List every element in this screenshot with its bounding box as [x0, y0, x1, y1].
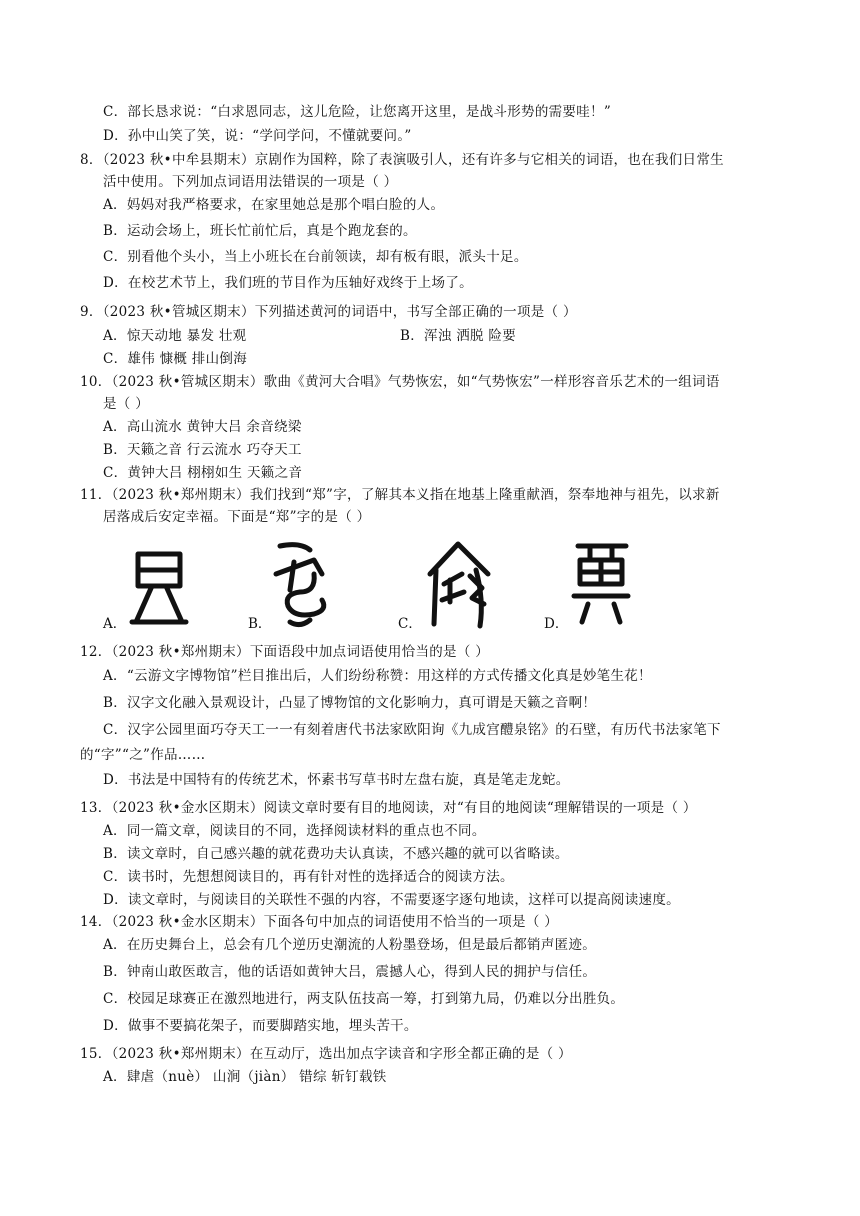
- text-line: B．天籁之音 行云流水 巧夺天工: [103, 442, 302, 458]
- text-line: C．读书时，先想想阅读目的，再有针对性的选择适合的阅读方法。: [103, 869, 514, 885]
- text-line: D．读文章时，与阅读目的关联性不强的内容，不需要逐字逐句地读，这样可以提高阅读速度。: [103, 892, 680, 908]
- text-line: A．妈妈对我严格要求，在家里她总是那个唱白脸的人。: [103, 197, 445, 213]
- option-a-label: A．: [103, 616, 127, 632]
- text-line: A．“云游文字博物馆”栏目推出后，人们纷纷称赞：用这样的方式传播文化真是妙笔生花！: [103, 668, 652, 684]
- text-line: 是（ ）: [103, 396, 149, 412]
- text-line: D．孙中山笑了笑，说：“学问学问，不懂就要问。”: [103, 128, 412, 144]
- text-line: C．校园足球赛正在激烈地进行，两支队伍技高一筹，打到第九局，仍难以分出胜负。: [103, 991, 625, 1007]
- text-line: C．部长恳求说：“白求恩同志，这儿危险，让您离开这里，是战斗形势的需要哇！”: [103, 104, 612, 120]
- option-b-label: B．: [248, 616, 272, 632]
- text-line: 8．（2023 秋•中牟县期末）京剧作为国粹，除了表演吸引人，还有许多与它相关的词语，也在我们日常生: [80, 152, 724, 168]
- text-line: 14．（2023 秋•金水区期末）下面各句中加点的词语使用不恰当的一项是（ ）: [80, 914, 559, 930]
- text-line: B．浑浊 洒脱 险要: [400, 328, 517, 344]
- text-line: D．做事不要搞花架子，而要脚踏实地，埋头苦干。: [103, 1018, 418, 1034]
- text-line: 的“字”“之”作品……: [80, 747, 206, 763]
- text-line: C．别看他个头小，当上小班长在台前领读，却有板有眼，派头十足。: [103, 249, 528, 265]
- option-d-label: D．: [544, 616, 569, 632]
- text-line: B．钟南山敢医敢言，他的话语如黄钟大吕，震撼人心，得到人民的拥护与信任。: [103, 964, 597, 980]
- text-line: 12．（2023 秋•郑州期末）下面语段中加点词语使用恰当的是（ ）: [80, 644, 490, 660]
- text-line: 13．（2023 秋•金水区期末）阅读文章时要有目的地阅读，对“有目的地阅读“理解错误的一项是（ ）: [80, 800, 697, 816]
- seal-glyph-a-image: [128, 548, 190, 628]
- text-line: A．同一篇文章，阅读目的不同，选择阅读材料的重点也不同。: [103, 823, 486, 839]
- text-line: 15．（2023 秋•郑州期末）在互动厅，选出加点字读音和字形全都正确的是（ ）: [80, 1046, 572, 1062]
- text-line: D．书法是中国特有的传统艺术，怀素书写草书时左盘右旋，真是笔走龙蛇。: [103, 772, 570, 788]
- text-line: D．在校艺术节上，我们班的节目作为压轴好戏终于上场了。: [103, 275, 473, 291]
- seal-glyph-c-image: [424, 540, 494, 630]
- text-line: C．雄伟 慷概 排山倒海: [103, 351, 248, 367]
- text-line: A．肆虐（nuè） 山涧（jiàn） 错综 斩钉载铁: [103, 1069, 387, 1085]
- text-line: 11．（2023 秋•郑州期末）我们找到“郑”字，了解其本义指在地基上隆重献酒，祭奉地神与祖先，以求新: [80, 487, 720, 503]
- text-line: B．读文章时，自己感兴趣的就花费功夫认真读，不感兴趣的就可以省略读。: [103, 846, 569, 862]
- text-line: B．汉字文化融入景观设计，凸显了博物馆的文化影响力，真可谓是天籁之音啊！: [103, 695, 597, 711]
- text-line: C．汉字公园里面巧夺天工一一有刻着唐代书法家欧阳询《九成宫醴泉铭》的石壁，有历代书法家笔下: [103, 722, 721, 738]
- text-line: 活中使用。下列加点词语用法错误的一项是（ ）: [103, 174, 398, 190]
- text-line: C．黄钟大吕 栩栩如生 天籁之音: [103, 465, 303, 481]
- option-c-label: C．: [398, 616, 422, 632]
- text-line: 居落成后安定幸福。下面是“郑”字的是（ ）: [103, 509, 371, 525]
- text-line: 9．（2023 秋•管城区期末）下列描述黄河的词语中，书写全部正确的一项是（ ）: [80, 304, 577, 320]
- text-line: A．惊天动地 暴发 壮观: [103, 328, 247, 344]
- seal-glyph-b-image: [270, 540, 332, 630]
- text-line: B．运动会场上，班长忙前忙后，真是个跑龙套的。: [103, 223, 417, 239]
- seal-glyph-d-image: [570, 540, 632, 630]
- text-line: A．高山流水 黄钟大吕 余音绕梁: [103, 419, 302, 435]
- text-line: 10．（2023 秋•管城区期末）歌曲《黄河大合唱》气势恢宏，如“气势恢宏”一样形容音乐艺术的一组词语: [80, 374, 720, 390]
- text-line: A．在历史舞台上，总会有几个逆历史潮流的人粉墨登场，但是最后都销声匿迹。: [103, 937, 597, 953]
